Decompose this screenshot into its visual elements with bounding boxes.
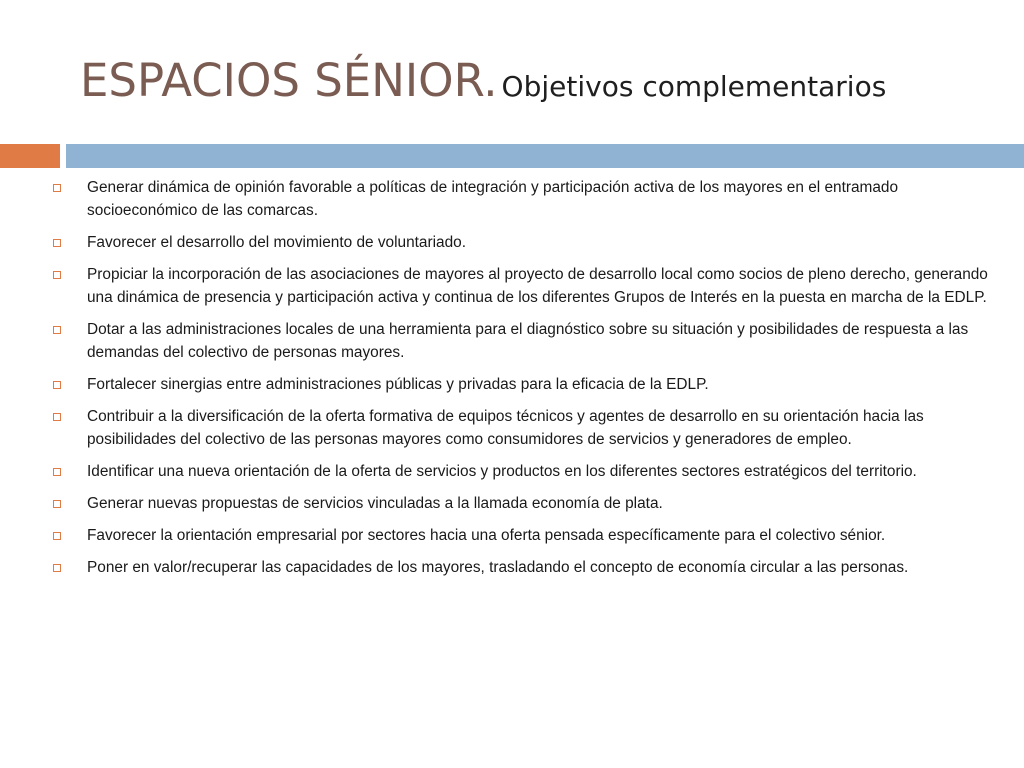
list-item xyxy=(48,176,998,222)
square-bullet-icon xyxy=(53,500,61,508)
list-item-text: Favorecer el desarrollo del movimiento de voluntariado. xyxy=(87,234,466,251)
list-item xyxy=(48,405,998,451)
square-bullet-icon xyxy=(53,381,61,389)
header-band xyxy=(66,144,1024,168)
square-bullet-icon xyxy=(53,468,61,476)
list-item xyxy=(48,524,998,547)
list-item xyxy=(48,373,998,396)
list-item-text: Propiciar la incorporación de las asociaciones de mayores al proyecto de desarrollo local como socios de pleno derecho, generando una dinámica de presencia y participación activa y continua de los diferentes Grupos de Interés en la puesta en marcha de la EDLP. xyxy=(87,266,988,306)
title-subtitle: Objetivos complementarios xyxy=(501,70,887,103)
slide-title xyxy=(80,54,1010,118)
list-item-text: Contribuir a la diversificación de la oferta formativa de equipos técnicos y agentes de desarrollo en su orientación hacia las posibilidades del colectivo de las personas mayores como consumidores de servicios y generadores de empleo. xyxy=(87,408,924,448)
square-bullet-icon xyxy=(53,564,61,572)
list-item-text: Identificar una nueva orientación de la oferta de servicios y productos en los diferentes sectores estratégicos del territorio. xyxy=(87,463,917,480)
accent-bar xyxy=(0,144,60,168)
list-item xyxy=(48,556,998,579)
square-bullet-icon xyxy=(53,271,61,279)
list-item-text: Dotar a las administraciones locales de una herramienta para el diagnóstico sobre su situación y posibilidades de respuesta a las demandas del colectivo de personas mayores. xyxy=(87,321,969,361)
square-bullet-icon xyxy=(53,413,61,421)
square-bullet-icon xyxy=(53,239,61,247)
list-item-text: Generar dinámica de opinión favorable a políticas de integración y participación activa de los mayores en el entramado socioeconómico de las comarcas. xyxy=(87,179,899,219)
list-item-text: Fortalecer sinergias entre administraciones públicas y privadas para la eficacia de la EDLP. xyxy=(87,376,709,393)
list-item xyxy=(48,263,998,309)
list-item xyxy=(48,460,998,483)
list-item xyxy=(48,492,998,515)
square-bullet-icon xyxy=(53,532,61,540)
square-bullet-icon xyxy=(53,326,61,334)
list-item xyxy=(48,231,998,254)
square-bullet-icon xyxy=(53,184,61,192)
list-item-text: Poner en valor/recuperar las capacidades de los mayores, trasladando el concepto de economía circular a las personas. xyxy=(87,559,909,576)
bullet-list xyxy=(48,176,998,588)
title-main: ESPACIOS SÉNIOR. xyxy=(80,54,498,107)
list-item-text: Favorecer la orientación empresarial por sectores hacia una oferta pensada específicamente para el colectivo sénior. xyxy=(87,527,886,544)
list-item xyxy=(48,318,998,364)
list-item-text: Generar nuevas propuestas de servicios vinculadas a la llamada economía de plata. xyxy=(87,495,663,512)
